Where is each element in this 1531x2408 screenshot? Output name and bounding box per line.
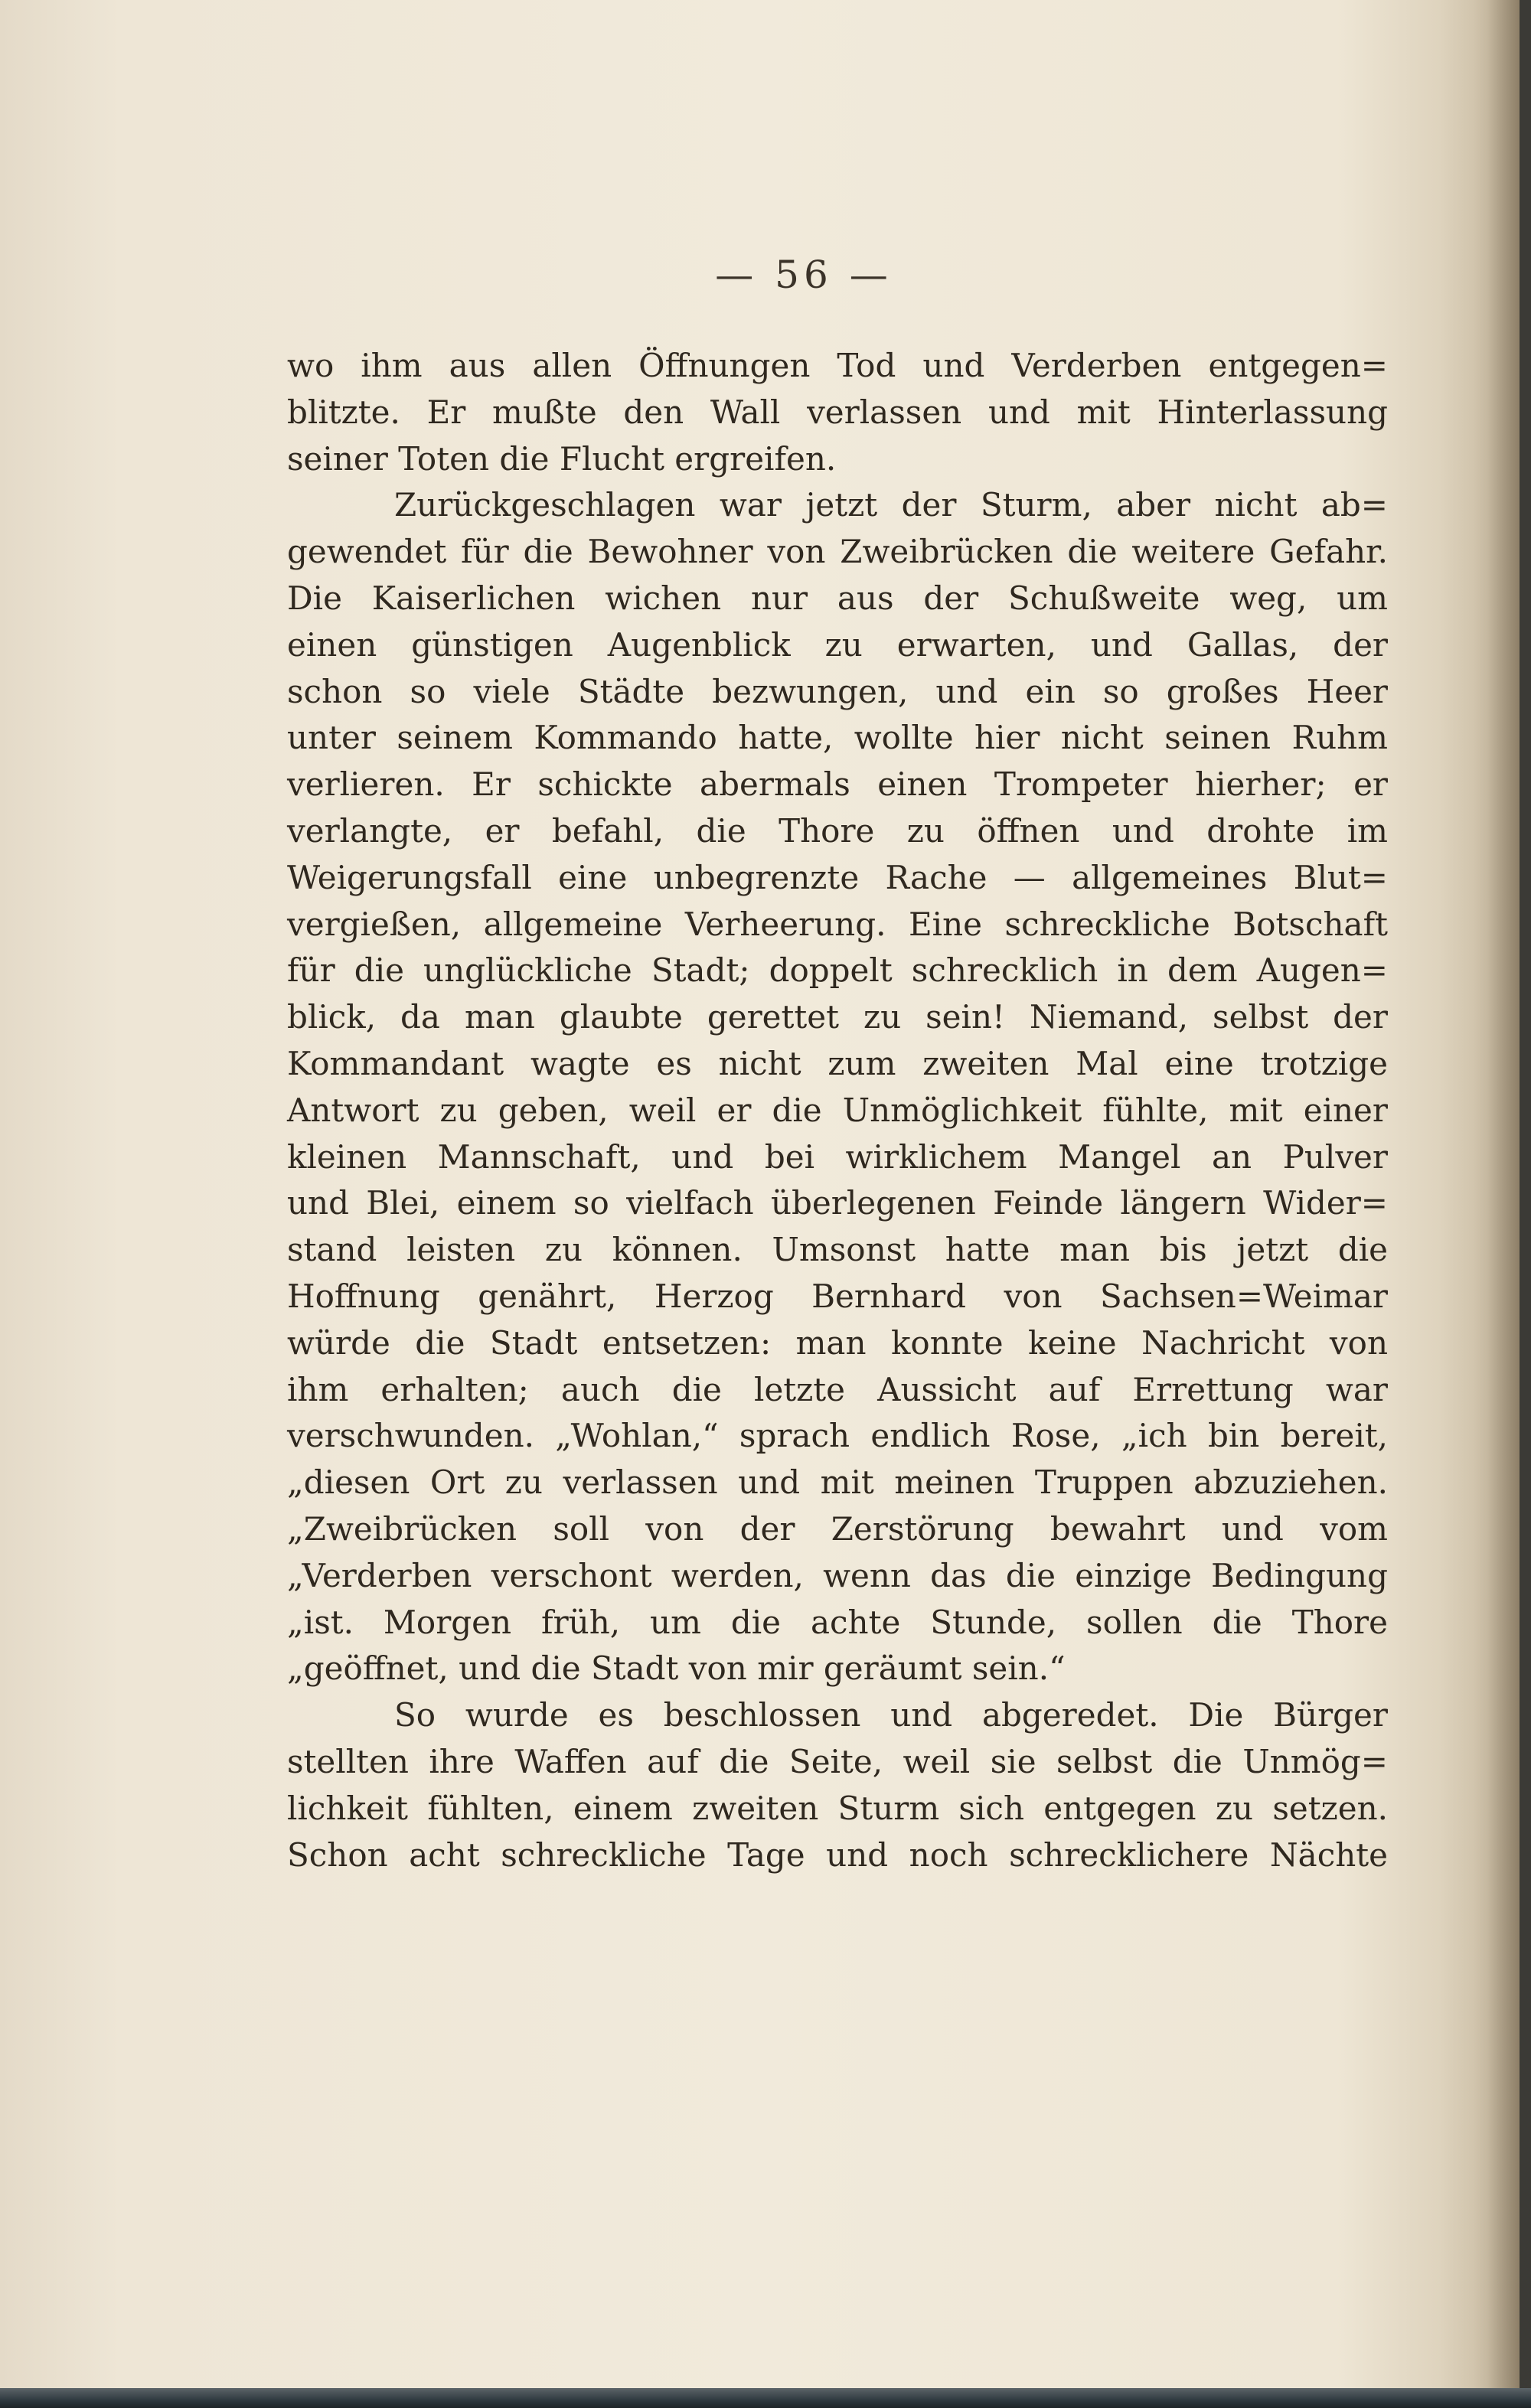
page-bottom-edge [0,2388,1531,2408]
text-line: kleinen Mannschaft, und bei wirklichem Mangel an Pulver [287,1137,1388,1176]
text-line: So wurde es beschlossen und abgeredet. Die Bürger [394,1696,1388,1734]
text-line: verlangte, er befahl, die Thore zu öffnen und drohte im [287,811,1388,850]
page-header [0,253,1520,297]
text-line: einen günstigen Augenblick zu erwarten, und Gallas, der [287,625,1388,664]
page-number: — 56 — [715,253,893,297]
text-line: „geöffnet, und die Stadt von mir geräumt sein.“ [287,1649,1066,1688]
text-line: Antwort zu geben, weil er die Unmöglichkeit fühlte, mit einer [287,1091,1388,1129]
text-line: verschwunden. „Wohlan,“ sprach endlich Rose, „ich bin bereit, [287,1417,1388,1455]
text-line: stellten ihre Waffen auf die Seite, weil sie selbst die Unmög= [287,1742,1388,1780]
text-line: schon so viele Städte bezwungen, und ein so großes Heer [287,672,1388,710]
text-line: gewendet für die Bewohner von Zweibrücken die weitere Gefahr. [287,533,1388,571]
text-line: für die unglückliche Stadt; doppelt schrecklich in dem Augen= [287,951,1388,990]
text-line: wo ihm aus allen Öffnungen Tod und Verderben entgegen= [287,347,1388,384]
text-line: blick, da man glaubte gerettet zu sein! Niemand, selbst der [287,998,1388,1036]
text-line: stand leisten zu können. Umsonst hatte man bis jetzt die [287,1231,1388,1269]
text-line: unter seinem Kommando hatte, wollte hier nicht seinen Ruhm [287,719,1388,757]
body-text [287,343,1388,1878]
text-line: würde die Stadt entsetzen: man konnte keine Nachricht von [287,1323,1388,1362]
text-line: verlieren. Er schickte abermals einen Trompeter hierher; er [287,765,1388,804]
text-line: lichkeit fühlten, einem zweiten Sturm sich entgegen zu setzen. [287,1789,1388,1827]
text-line: Die Kaiserlichen wichen nur aus der Schußweite weg, um [287,579,1388,617]
text-line: Zurückgeschlagen war jetzt der Sturm, aber nicht ab= [394,486,1388,524]
text-line: ihm erhalten; auch die letzte Aussicht auf Errettung war [287,1370,1388,1408]
text-line: „Verderben verschont werden, wenn das die einzige Bedingung [287,1556,1388,1594]
page-gutter-shadow [1439,0,1520,2388]
text-line: Kommandant wagte es nicht zum zweiten Mal eine trotzige [287,1044,1388,1082]
text-line: Hoffnung genährt, Herzog Bernhard von Sachsen=Weimar [287,1277,1388,1315]
text-line: blitzte. Er mußte den Wall verlassen und mit Hinterlassung [287,393,1388,431]
text-line: „ist. Morgen früh, um die achte Stunde, sollen die Thore [287,1603,1388,1641]
text-line: „diesen Ort zu verlassen und mit meinen Truppen abzuziehen. [287,1463,1388,1502]
text-line: Weigerungsfall eine unbegrenzte Rache — allgemeines Blut= [287,858,1388,896]
text-line: und Blei, einem so vielfach überlegenen Feinde längern Wider= [287,1184,1388,1222]
text-line: vergießen, allgemeine Verheerung. Eine schreckliche Botschaft [287,905,1388,943]
text-line: seiner Toten die Flucht ergreifen. [287,439,837,478]
text-line: Schon acht schreckliche Tage und noch schrecklichere Nächte [287,1835,1388,1874]
text-line: „Zweibrücken soll von der Zerstörung bewahrt und vom [287,1509,1388,1548]
